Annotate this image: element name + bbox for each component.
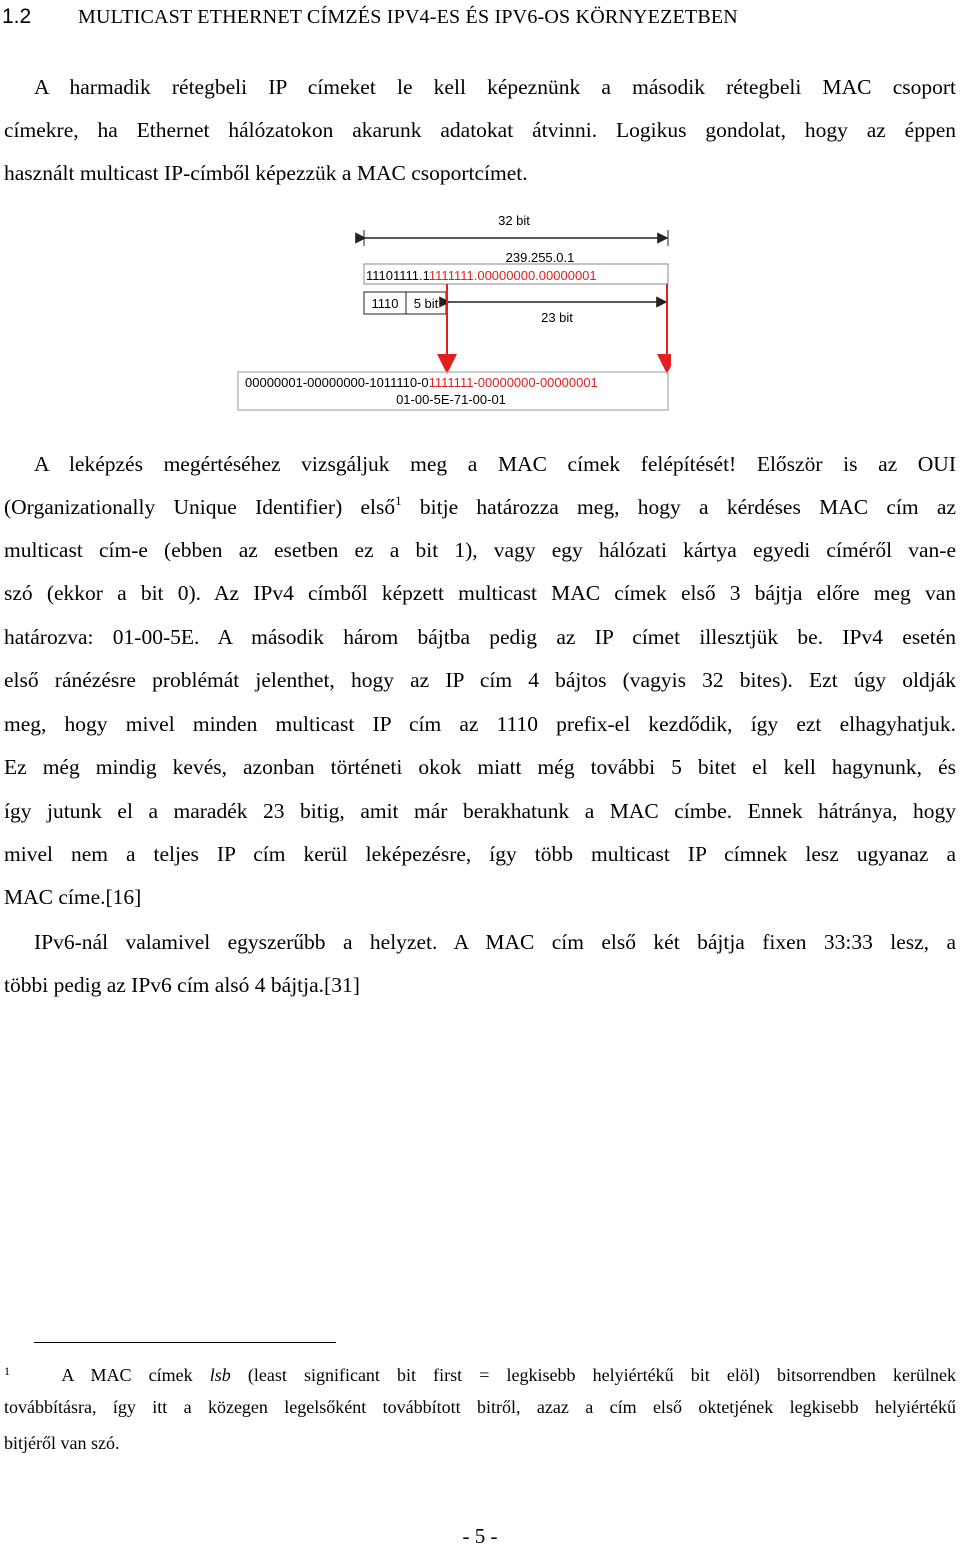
section-number: 1.2 [2, 5, 32, 28]
paragraph-3-line: IPv6-nál valamivel egyszerűbb a helyzet. A MAC cím első két bájtja fixen 33:33 lesz, a [34, 930, 956, 954]
paragraph-2-line: A leképzés megértéséhez vizsgáljuk meg a MAC címek felépítését! Először is az OUI [34, 452, 956, 476]
paragraph-2-line: (Organizationally Unique Identifier) első$^1$ bitje határozza meg, hogy a kérdéses MAC cím az [4, 493, 956, 519]
paragraph-2-line: szó (ekkor a bit 0). Az IPv4 címből képzett multicast MAC címek első 3 bájtja előre meg van [4, 581, 956, 605]
footnote-line: $^1$ A MAC címek lsb (least significant bit first = legkisebb helyiértékű bit elöl) bitsorrendben kerülnek [4, 1364, 957, 1385]
paragraph-1-line: A harmadik rétegbeli IP címeket le kell képeznünk a második rétegbeli MAC csoport [34, 75, 956, 99]
footnote-separator [34, 1342, 336, 1343]
page-number: - 5 - [462, 1524, 498, 1548]
ip-dotted-label: 239.255.0.1 [505, 250, 575, 265]
footnote-marker: 1 [4, 1364, 10, 1378]
prefix-label: 1110 [371, 296, 399, 311]
paragraph-2-line: mivel nem a teljes IP cím kerül leképezésre, így több multicast IP címnek lesz ugyanaz a [4, 842, 956, 866]
paragraph-2-line: meg, hogy mivel minden multicast IP cím az 1110 prefix-el kezdődik, így ezt elhagyhatjuk. [4, 712, 956, 736]
paragraph-2-line: Ez még mindig kevés, azonban történeti okok miatt még további 5 bitet el kell hagynunk, és [4, 755, 956, 779]
mac-hex-label: 01-00-5E-71-00-01 [396, 392, 506, 407]
section-title: MULTICAST ETHERNET CÍMZÉS IPV4-ES ÉS IPV6-OS KÖRNYEZETBEN [78, 6, 738, 28]
paragraph-3-line: többi pedig az IPv6 cím alsó 4 bájtja.[31] [4, 973, 360, 997]
ip-binary-text [366, 268, 597, 283]
paragraph-1-line: használt multicast IP-címből képezzük a MAC csoportcímet. [4, 161, 528, 185]
paragraph-2-line: első ránézésre problémát jelenthet, hogy az IP cím 4 bájtos (vagyis 32 bites). Ezt úgy oldják [4, 668, 956, 692]
footnote-reference[interactable]: 1 [395, 493, 402, 508]
footnote-emphasis: lsb [209, 1365, 231, 1385]
label-32-bit: 32 bit [498, 213, 530, 228]
paragraph-2-line: határozva: 01-00-5E. A második három bájtba pedig az IP címet illesztjük be. IPv4 esetén [4, 625, 956, 649]
five-bit-label: 5 bit [413, 296, 439, 311]
paragraph-2-line: MAC címe.[16] [4, 885, 142, 909]
mac-binary-mapped: 1111111-00000000-00000001 [428, 375, 598, 390]
footnote-line: bitjéről van szó. [4, 1433, 120, 1453]
label-23-bit: 23 bit [541, 310, 573, 325]
ip-binary-mapped: 1111111.00000000.00000001 [428, 268, 597, 283]
ip-to-mac-mapping-diagram [237, 212, 671, 412]
mac-binary-prefix: 00000001-00000000-1011110-0 [245, 375, 429, 390]
ip-binary-prefix: 11101111.1 [366, 268, 429, 283]
paragraph-2-line: multicast cím-e (ebben az esetben ez a bit 1), vagy egy hálózati kártya egyedi címéről van-e [4, 538, 956, 562]
paragraph-2-line: így jutunk el a maradék 23 bitig, amit már berakhatunk a MAC címbe. Ennek hátránya, hogy [4, 799, 956, 823]
section-heading [0, 0, 960, 34]
paragraph-1-line: címekre, ha Ethernet hálózatokon akarunk adatokat átvinni. Logikus gondolat, hogy az éppen [4, 118, 956, 142]
footnote-line: továbbításra, így itt a közegen legelsőként továbbított bitről, azaz a cím első oktetjének legkisebb helyiértékű [4, 1397, 956, 1417]
mac-binary-text [245, 375, 598, 390]
